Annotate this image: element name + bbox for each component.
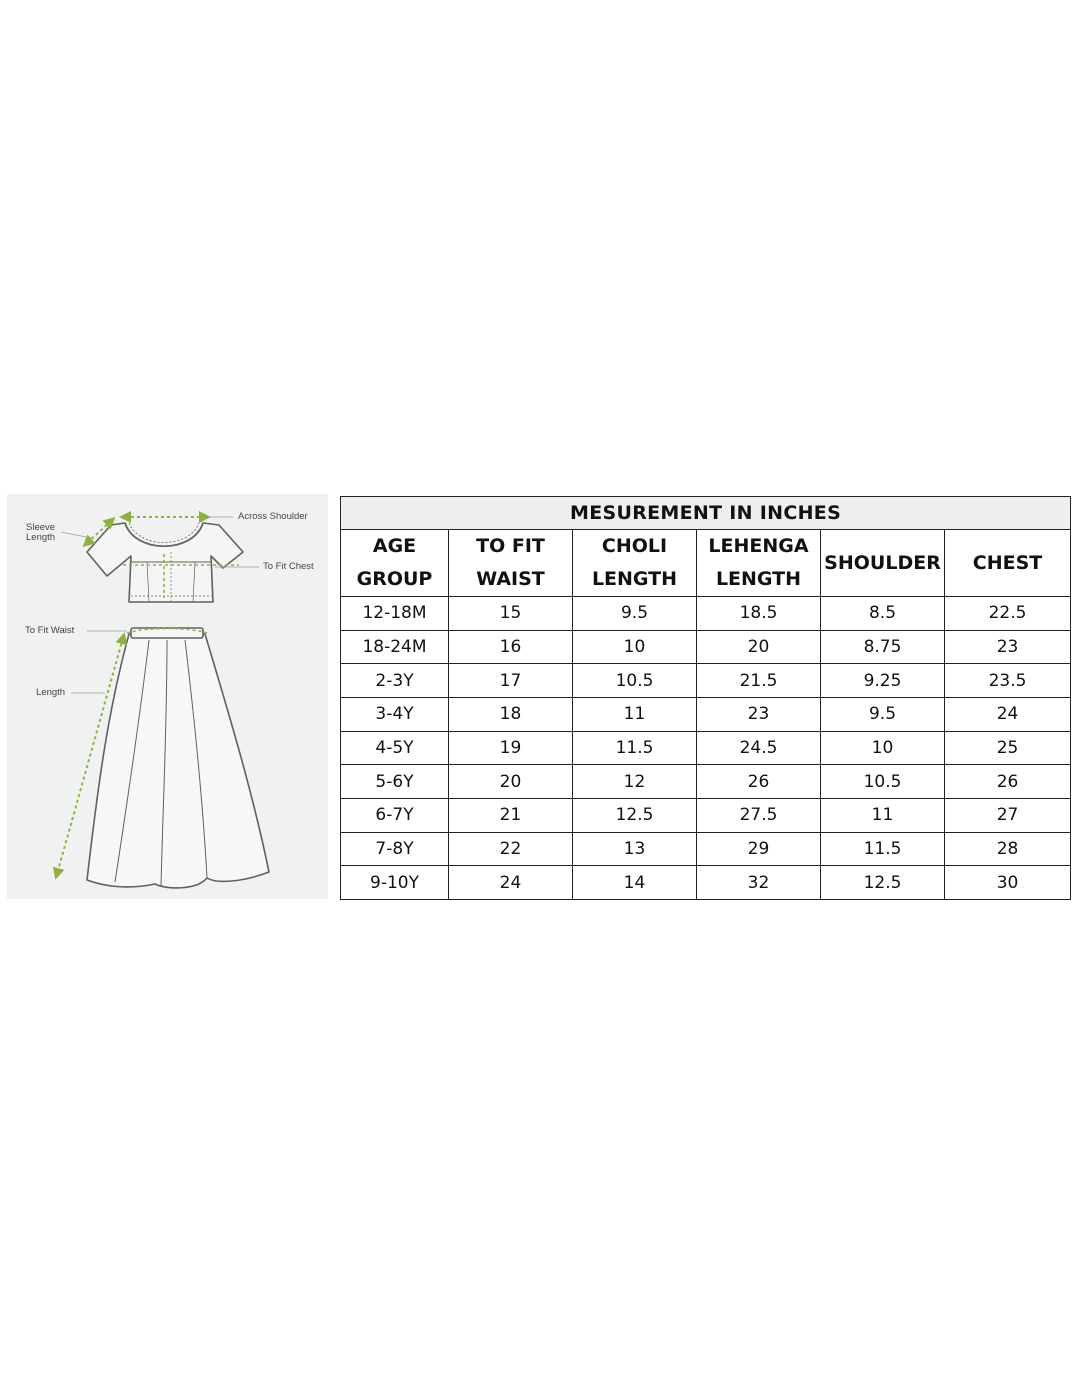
to-fit-waist-label: To Fit Waist [25,625,75,636]
table-cell: 9.25 [821,664,945,698]
table-cell: 27.5 [697,798,821,832]
table-cell: 17 [449,664,573,698]
table-cell: 18 [449,697,573,731]
table-cell: 24 [449,866,573,900]
table-cell: 25 [945,731,1071,765]
table-cell: 24.5 [697,731,821,765]
table-cell: 8.5 [821,597,945,631]
column-header: CHEST [945,530,1071,597]
table-cell: 11.5 [821,832,945,866]
table-title: MESUREMENT IN INCHES [341,497,1071,530]
table-cell: 15 [449,597,573,631]
table-row [341,832,1071,866]
table-cell: 26 [945,765,1071,799]
size-chart-table [340,496,1071,900]
table-cell: 23 [945,630,1071,664]
table-cell: 3-4Y [341,697,449,731]
table-row [341,630,1071,664]
table-cell: 14 [573,866,697,900]
table-body [341,597,1071,900]
table-row [341,697,1071,731]
table-cell: 7-8Y [341,832,449,866]
table-cell: 9-10Y [341,866,449,900]
column-header: SHOULDER [821,530,945,597]
table-header-row [341,530,1071,597]
table-row [341,798,1071,832]
table-cell: 8.75 [821,630,945,664]
table-cell: 23.5 [945,664,1071,698]
table-cell: 23 [697,697,821,731]
table-cell: 21.5 [697,664,821,698]
choli-outline [87,523,243,602]
table-cell: 12.5 [821,866,945,900]
table-cell: 5-6Y [341,765,449,799]
table-cell: 27 [945,798,1071,832]
table-cell: 10.5 [573,664,697,698]
table-cell: 6-7Y [341,798,449,832]
sleeve-length-label: Sleeve Length [26,522,56,543]
table-cell: 24 [945,697,1071,731]
table-cell: 29 [697,832,821,866]
table-cell: 4-5Y [341,731,449,765]
table-cell: 2-3Y [341,664,449,698]
table-cell: 12 [573,765,697,799]
table-cell: 18.5 [697,597,821,631]
table-row [341,866,1071,900]
table-cell: 20 [697,630,821,664]
to-fit-chest-label: To Fit Chest [263,561,314,572]
length-label: Length [36,687,66,698]
table-row [341,597,1071,631]
table-cell: 13 [573,832,697,866]
table-cell: 18-24M [341,630,449,664]
table-row [341,765,1071,799]
table-cell: 22 [449,832,573,866]
garment-diagram [7,494,328,899]
table-cell: 19 [449,731,573,765]
table-cell: 22.5 [945,597,1071,631]
table-cell: 12.5 [573,798,697,832]
table-cell: 10.5 [821,765,945,799]
table-cell: 11.5 [573,731,697,765]
column-header: TO FIT WAIST [449,530,573,597]
table-cell: 32 [697,866,821,900]
table-cell: 20 [449,765,573,799]
column-header: LEHENGA LENGTH [697,530,821,597]
table-cell: 10 [821,731,945,765]
table-cell: 9.5 [821,697,945,731]
table-cell: 21 [449,798,573,832]
table-cell: 26 [697,765,821,799]
table-cell: 9.5 [573,597,697,631]
column-header: AGE GROUP [341,530,449,597]
across-shoulder-label: Across Shoulder [238,511,308,522]
table-row [341,664,1071,698]
table-cell: 28 [945,832,1071,866]
table-row [341,731,1071,765]
table-cell: 11 [821,798,945,832]
table-cell: 10 [573,630,697,664]
table-cell: 30 [945,866,1071,900]
table-cell: 16 [449,630,573,664]
column-header: CHOLI LENGTH [573,530,697,597]
table-cell: 11 [573,697,697,731]
table-cell: 12-18M [341,597,449,631]
